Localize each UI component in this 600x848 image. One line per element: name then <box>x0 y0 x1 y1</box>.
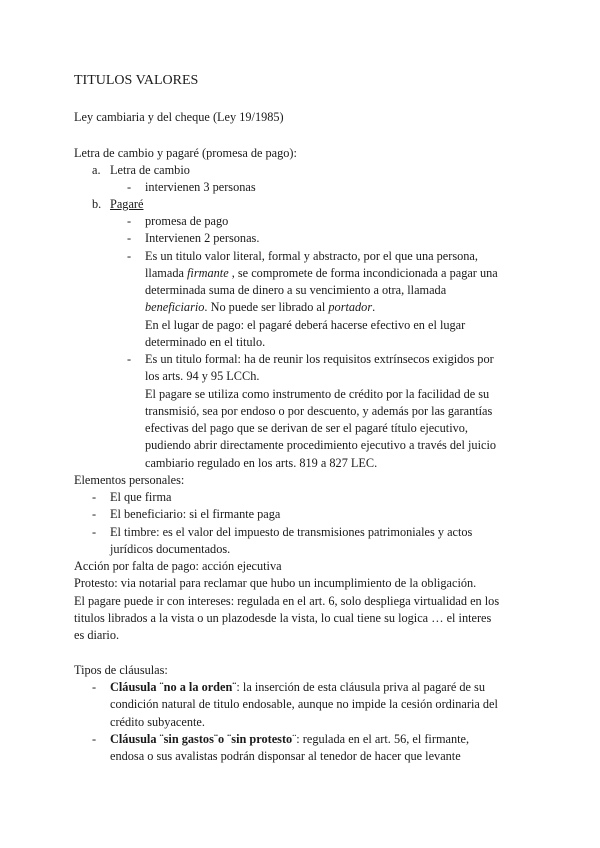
bullet-dash: - <box>92 525 97 539</box>
intro-line: Letra de cambio y pagaré (promesa de pago): <box>74 146 297 160</box>
doc-title: TITULOS VALORES <box>74 73 199 88</box>
paragraph-line: los arts. 94 y 95 LCCh. <box>145 369 260 383</box>
clause-line: endosa o sus avalistas podrán disponsar al tenedor de hacer que levante <box>110 749 461 763</box>
paragraph-line: cambiario regulado en los arts. 819 a 827 LEC. <box>145 456 378 470</box>
section-heading: Tipos de cláusulas: <box>74 663 168 677</box>
section-heading: Elementos personales: <box>74 473 185 487</box>
paragraph-line: transmisió, sea por endoso o por descuento, y además por las garantías <box>145 404 493 418</box>
paragraph-line: En el lugar de pago: el pagaré deberá hacerse efectivo en el lugar <box>145 318 466 332</box>
bullet-dash: - <box>127 214 132 228</box>
clause-line: Cláusula ¨sin gastos¨o ¨sin protesto¨: regulada en el art. 56, el firmante, <box>110 732 470 746</box>
paragraph-line: El pagare se utiliza como instrumento de crédito por la facilidad de su <box>145 387 490 401</box>
bullet-dash: - <box>92 732 97 746</box>
paragraph-line: El pagare puede ir con intereses: regulada en el art. 6, solo despliega virtualidad en los <box>74 594 500 608</box>
paragraph-line: pudiendo abrir directamente procedimiento ejecutivo a través del juicio <box>145 438 497 452</box>
list-marker: b. <box>92 197 102 211</box>
paragraph-line: determinada suma de dinero a su vencimiento a otra, llamada <box>145 283 447 297</box>
bullet-dash: - <box>127 180 132 194</box>
list-item: El timbre: es el valor del impuesto de transmisiones patrimoniales y actos <box>110 525 473 539</box>
bullet-dash: - <box>92 680 97 694</box>
list-item: jurídicos documentados. <box>110 542 231 556</box>
paragraph-line: determinado en el titulo. <box>145 335 266 349</box>
list-item: Intervienen 2 personas. <box>145 231 260 245</box>
bullet-dash: - <box>92 507 97 521</box>
bullet-dash: - <box>127 231 132 245</box>
paragraph-line: titulos librados a la vista o un plazodesde la vista, lo cual tiene su logica … el interes <box>74 611 492 625</box>
paragraph-line: efectivas del pago que se derivan de ser el pagaré título ejecutivo, <box>145 421 468 435</box>
clause-line: crédito subyacente. <box>110 715 205 729</box>
bullet-dash: - <box>92 490 97 504</box>
paragraph-line: beneficiario. No puede ser librado al portador. <box>145 300 376 314</box>
list-item: promesa de pago <box>145 214 229 228</box>
paragraph-line: Acción por falta de pago: acción ejecutiva <box>74 559 282 573</box>
section-b-label: Pagaré <box>110 197 144 211</box>
list-item: intervienen 3 personas <box>145 180 256 194</box>
bullet-dash: - <box>127 249 132 263</box>
list-marker: a. <box>92 163 101 177</box>
paragraph-line: es diario. <box>74 628 120 642</box>
clause-line: Cláusula ¨no a la orden¨: la inserción de esta cláusula priva al pagaré de su <box>110 680 485 694</box>
list-item: El que firma <box>110 490 172 504</box>
clause-line: condición natural de titulo endosable, aunque no impide la cesión ordinaria del <box>110 697 498 711</box>
paragraph-line: Protesto: via notarial para reclamar que hubo un incumplimiento de la obligación. <box>74 576 477 590</box>
section-a-label: Letra de cambio <box>110 163 190 177</box>
paragraph-line: llamada firmante , se compromete de forma incondicionada a pagar una <box>145 266 498 280</box>
list-item: El beneficiario: si el firmante paga <box>110 507 281 521</box>
doc-subtitle: Ley cambiaria y del cheque (Ley 19/1985) <box>74 110 284 124</box>
paragraph-line: Es un titulo valor literal, formal y abstracto, por el que una persona, <box>145 249 478 263</box>
paragraph-line: Es un titulo formal: ha de reunir los requisitos extrínsecos exigidos por <box>145 352 494 366</box>
bullet-dash: - <box>127 352 132 366</box>
